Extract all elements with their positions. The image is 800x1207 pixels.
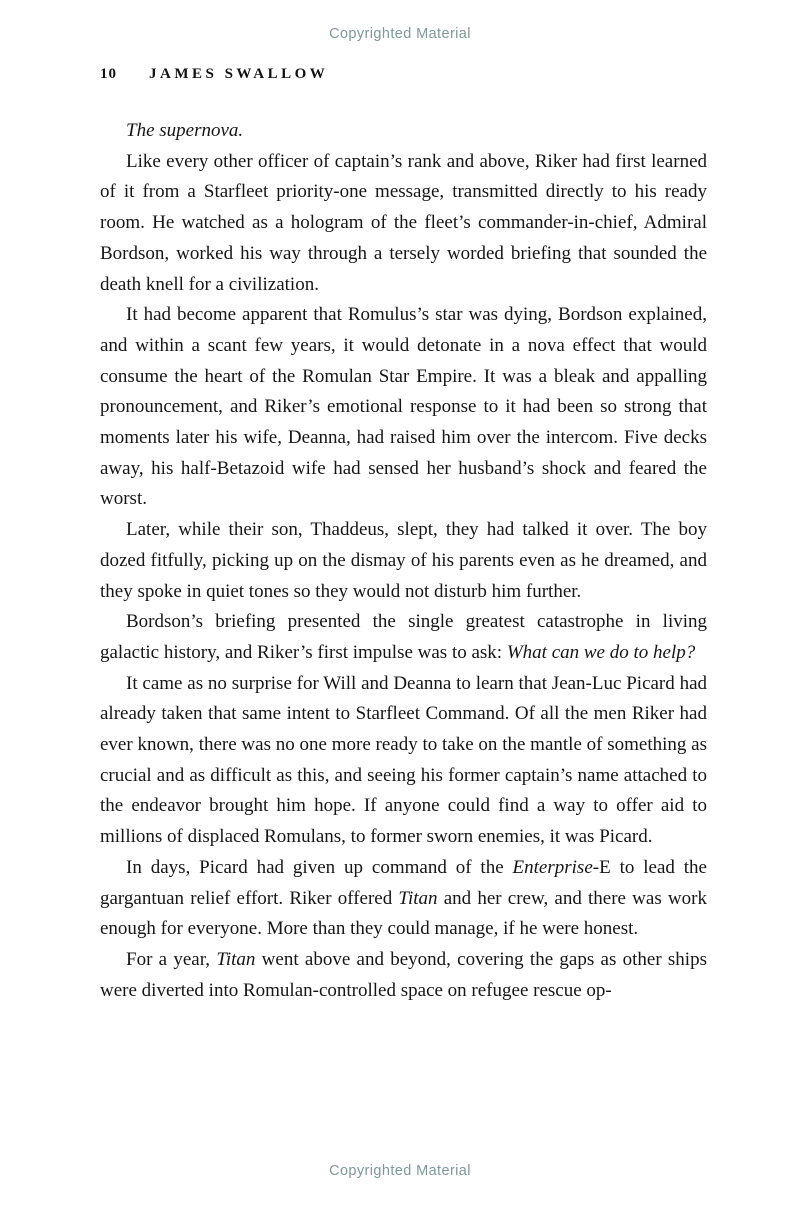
paragraph — [100, 669, 707, 853]
page-number: 10 — [100, 66, 117, 82]
text-segment: Like every other officer of captain’s rank and above, Riker had first learned of it from a Starfleet priority-one message, transmitted directly to his ready room. He watched as a hologram of the fleet’s commander-in-chief, Admiral Bordson, worked his way through a tersely worded briefing that sounded the death knell for a civilization. — [100, 150, 707, 295]
text-segment: For a year, — [126, 948, 217, 970]
author-name: JAMES SWALLOW — [149, 66, 329, 82]
paragraph — [100, 607, 707, 668]
running-head — [100, 66, 700, 83]
text-segment: It came as no surprise for Will and Deanna to learn that Jean-Luc Picard had already taken that same intent to Starfleet Command. Of all the men Riker had ever known, there was no one more ready to take on the mantle of something as crucial and as difficult as this, and seeing his former captain’s name attached to the endeavor brought him hope. If anyone could find a way to offer aid to millions of displaced Romulans, to former sworn enemies, it was Picard. — [100, 672, 707, 848]
italic-text-segment: Titan — [216, 948, 256, 970]
paragraph — [100, 945, 707, 1006]
paragraph — [100, 300, 707, 515]
text-segment: and her crew, and there was work enough for everyone. More than they could manage, if he were honest. — [100, 887, 707, 940]
paragraph — [100, 853, 707, 945]
paragraph — [100, 116, 707, 147]
text-segment: Bordson’s briefing presented the single greatest catastrophe in living galactic history, and Riker’s first impulse was to ask: — [100, 611, 707, 663]
paragraph — [100, 515, 707, 607]
text-segment: Later, while their son, Thaddeus, slept, they had talked it over. The boy dozed fitfully, picking up on the dismay of his parents even as he dreamed, and they spoke in quiet tones so they would not disturb him further. — [100, 519, 707, 602]
text-segment: -E to lead the gargantuan relief effort. Riker offered — [100, 856, 707, 909]
italic-text-segment: Titan — [398, 887, 438, 909]
text-segment: It had become apparent that Romulus’s star was dying, Bordson explained, and within a scant few years, it would detonate in a nova effect that would consume the heart of the Romulan Star Empire. It was a bleak and appalling pronouncement, and Riker’s emotional response to it had been so strong that moments later his wife, Deanna, had raised him over the intercom. Five decks away, his half-Betazoid wife had sensed her husband’s shock and feared the worst. — [100, 304, 707, 510]
copyright-watermark-top: Copyrighted Material — [329, 26, 471, 42]
italic-text-segment: The supernova. — [126, 120, 244, 141]
copyright-watermark-bottom: Copyrighted Material — [329, 1163, 471, 1179]
text-segment: In days, Picard had given up command of the — [126, 856, 513, 878]
page-body — [100, 116, 707, 1006]
paragraph — [100, 147, 707, 301]
text-segment: went above and beyond, covering the gaps as other ships were diverted into Romulan-controlled space on refugee rescue op- — [100, 948, 707, 1001]
italic-text-segment: What can we do to help? — [506, 641, 696, 663]
italic-text-segment: Enterprise — [512, 856, 593, 878]
